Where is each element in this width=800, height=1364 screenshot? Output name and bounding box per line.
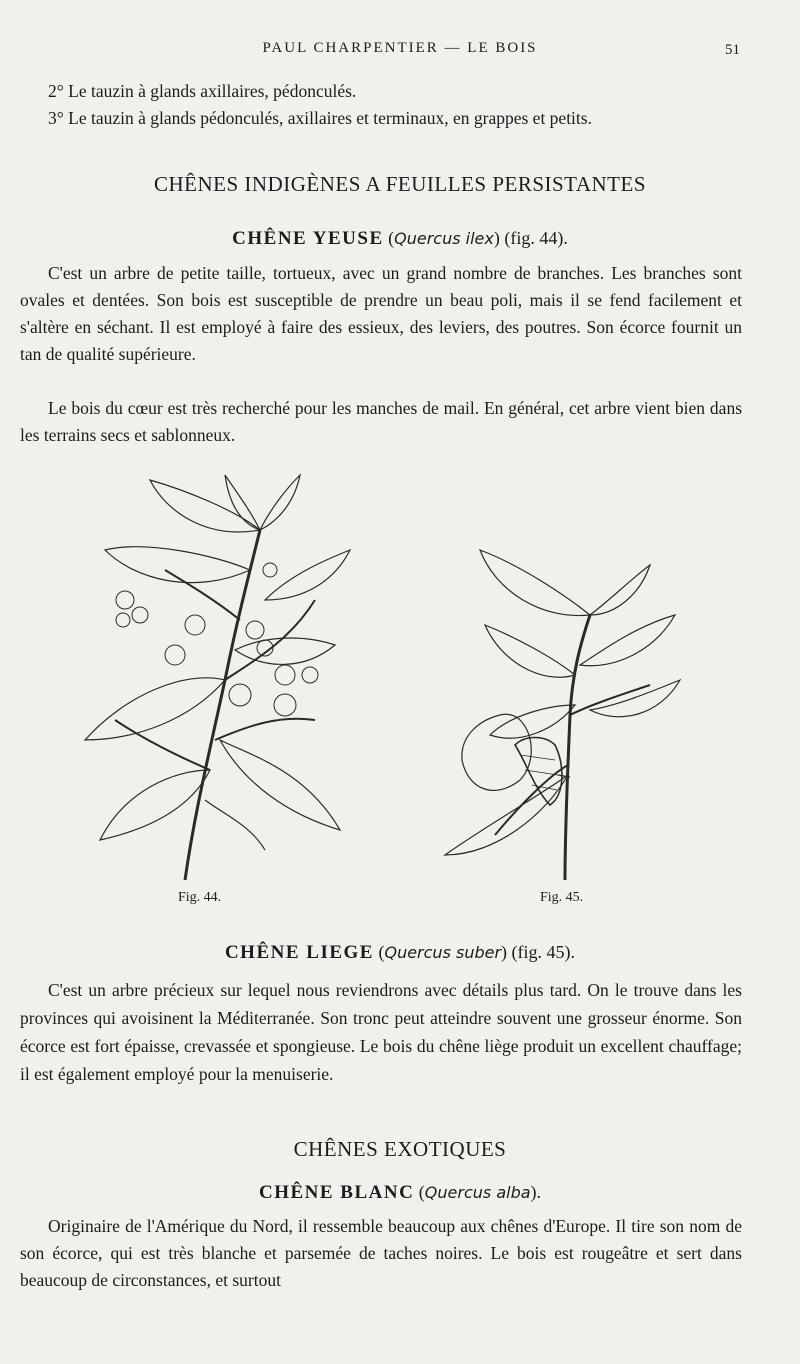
species-latin: Quercus ilex bbox=[394, 229, 494, 248]
figure-reference: (fig. 45). bbox=[511, 942, 576, 962]
paragraph-yeuse-1: C'est un arbre de petite taille, tortueux, avec un grand nombre de branches. Les branches sont ovales et dentées. Son bois est susceptible de prendre un beau poli, mais il se fend facilement et s'altère en séchant. Il est employé à faire des essieux, des leviers, des poutres. Son écorce fournit un tan de qualité supérieure. bbox=[20, 263, 742, 364]
figure-45-illustration bbox=[440, 545, 690, 885]
species-heading-blanc: CHÊNE BLANC (Quercus alba). bbox=[258, 1182, 542, 1203]
running-title: PAUL CHARPENTIER — LE BOIS bbox=[262, 40, 538, 56]
figure-45-caption: Fig. 45. bbox=[540, 890, 584, 905]
figure-44-illustration bbox=[75, 470, 355, 890]
species-name: CHÊNE LIEGE bbox=[224, 942, 374, 963]
figure-44-caption: Fig. 44. bbox=[178, 890, 222, 905]
species-name: CHÊNE BLANC bbox=[258, 1182, 415, 1203]
species-name: CHÊNE YEUSE bbox=[232, 228, 384, 249]
species-latin: Quercus suber bbox=[384, 943, 502, 962]
intro-item-3: 3° Le tauzin à glands pédonculés, axillaires et terminaux, en grappes et petits. bbox=[48, 108, 592, 128]
species-heading-yeuse: CHÊNE YEUSE (Quercus ilex) (fig. 44). bbox=[232, 228, 568, 249]
species-heading-liege: CHÊNE LIEGE (Quercus suber) (fig. 45). bbox=[224, 942, 576, 963]
section-title-exotiques: CHÊNES EXOTIQUES bbox=[293, 1137, 507, 1161]
species-latin: Quercus alba bbox=[424, 1183, 531, 1202]
paragraph-yeuse-2: Le bois du cœur est très recherché pour les manches de mail. En général, cet arbre vient bien dans les terrains secs et sablonneux. bbox=[20, 398, 742, 445]
intro-item-2: 2° Le tauzin à glands axillaires, pédonculés. bbox=[48, 81, 357, 101]
paragraph-blanc: Originaire de l'Amérique du Nord, il ressemble beaucoup aux chênes d'Europe. Il tire son nom de son écorce, qui est très blanche et parsemée de taches noires. Le bois est rougeâtre et sert dans beaucoup de circonstances, et surtout bbox=[20, 1216, 742, 1290]
figure-reference: (fig. 44). bbox=[504, 228, 568, 248]
section-title-indigenes: CHÊNES INDIGÈNES A FEUILLES PERSISTANTES bbox=[153, 172, 646, 196]
page-number: 51 bbox=[725, 42, 740, 58]
paragraph-liege: C'est un arbre précieux sur lequel nous reviendrons avec détails plus tard. On le trouve dans les provinces qui avoisinent la Méditerranée. Son tronc peut atteindre souvent une grosseur énorme. Son écorce est fort épaisse, crevassée et spongieuse. Le bois du chêne liège produit un excellent chauffage; il est également employé pour la menuiserie. bbox=[20, 980, 742, 1084]
